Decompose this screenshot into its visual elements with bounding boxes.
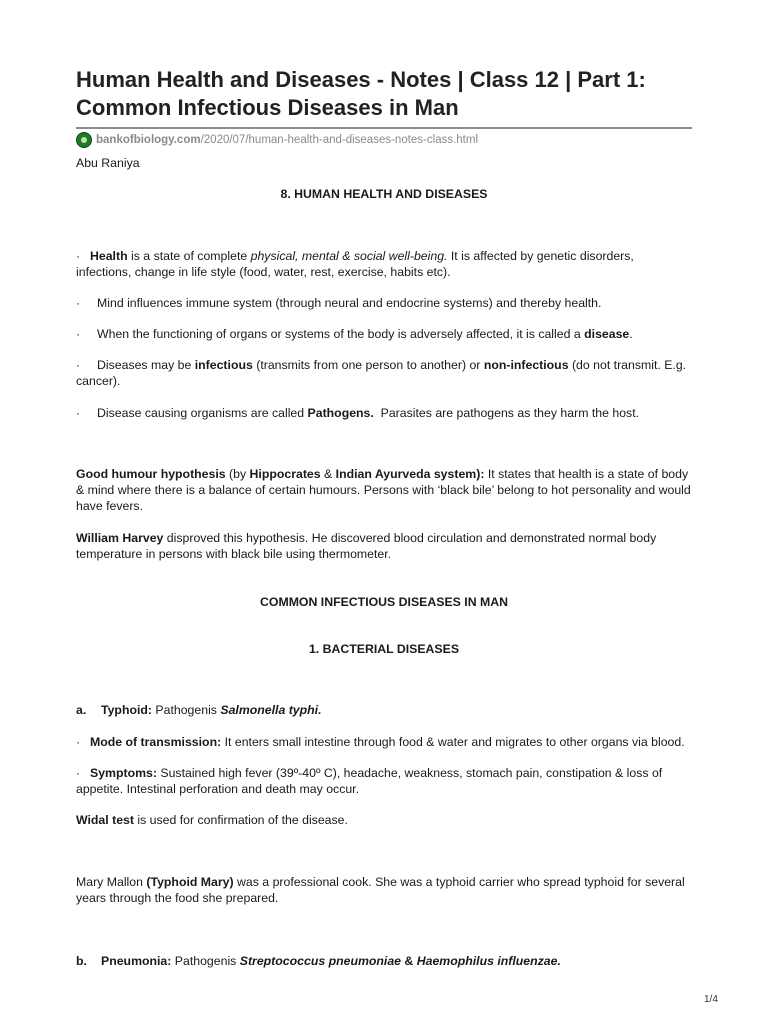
source-line (76, 132, 478, 148)
widal-term: Widal test (76, 813, 134, 827)
bullet: · (76, 735, 81, 749)
humour-term: Good humour hypothesis (76, 467, 226, 481)
pneumonia-heading (76, 953, 692, 969)
text: Mary Mallon (76, 875, 147, 889)
disease-term: disease (584, 327, 630, 341)
pneumonia-name: Pneumonia: (101, 954, 172, 968)
source-domain: bankofbiology.com (96, 133, 201, 146)
text: & (320, 467, 336, 481)
ayurveda-term: Indian Ayurveda system): (335, 467, 485, 481)
text: It enters small intestine through food & water and migrates to other organs via blood. (221, 735, 685, 749)
text: (do not transmit. E.g. cancer). (76, 358, 687, 389)
bullet: · (76, 406, 81, 420)
typhoid-organism: Salmonella typhi. (220, 703, 322, 717)
pneumonia-organism-2: Haemophilus influenzae. (416, 954, 561, 968)
text: Disease causing organisms are called (97, 406, 308, 420)
text: is used for confirmation of the disease. (133, 813, 348, 827)
health-paragraph (76, 248, 692, 280)
harvey-term: William Harvey (76, 531, 164, 545)
bullet: · (76, 766, 81, 780)
mary-paragraph (76, 874, 692, 906)
transmission-paragraph (76, 734, 692, 750)
symptoms-label: Symptoms: (90, 766, 157, 780)
text: Pathogenis (171, 954, 240, 968)
non-infectious-term: non-infectious (483, 358, 569, 372)
page-title: Human Health and Diseases - Notes | Class 12 | Part 1: Common Infectious Diseases in Man (76, 67, 646, 120)
text: Mind influences immune system (through neural and endocrine systems) and thereby health. (97, 296, 602, 310)
source-path: /2020/07/human-health-and-diseases-notes-class.html (200, 133, 479, 146)
hippocrates-term: Hippocrates (249, 467, 321, 481)
humour-hypothesis (76, 466, 692, 515)
chapter-heading: 8. HUMAN HEALTH AND DISEASES (280, 187, 488, 201)
infectious-term: infectious (194, 358, 253, 372)
widal-paragraph (76, 812, 692, 828)
bullet: · (76, 249, 81, 263)
bullet: · (76, 327, 81, 341)
text: It states that health is a state of body & mind where there is a balance of certain humours. Persons with ‘black bile’ belong to hot personality and would have fevers. (76, 467, 691, 514)
text: It is affected by genetic disorders, infections, change in life style (food, water, rest, exercise, habits etc). (76, 249, 634, 280)
harvey-paragraph (76, 530, 692, 562)
text: was a professional cook. She was a typhoid carrier who spread typhoid for several years through the food she prepared. (76, 875, 685, 906)
pneumonia-organism-1: Streptococcus pneumoniae (239, 954, 402, 968)
typhoid-name: Typhoid: (101, 703, 152, 717)
text: Diseases may be (97, 358, 195, 372)
pathogens-paragraph (76, 405, 692, 421)
text: & (401, 954, 417, 968)
page-number: 1/4 (704, 994, 718, 1005)
transmission-label: Mode of transmission: (90, 735, 222, 749)
health-emphasis: physical, mental & social well-being. (250, 249, 448, 263)
bullet: · (76, 358, 81, 372)
text: . (629, 327, 633, 341)
author: Abu Raniya (76, 156, 140, 170)
mind-paragraph (76, 295, 692, 311)
typhoid-heading (76, 702, 692, 718)
title-divider (76, 127, 692, 129)
text: (by (225, 467, 250, 481)
list-label: b. (76, 954, 87, 968)
pathogens-term: Pathogens. (307, 406, 374, 420)
text: When the functioning of organs or systems of the body is adversely affected, it is called a (97, 327, 585, 341)
bullet: · (76, 296, 81, 310)
bankofbiology-logo-icon (76, 132, 92, 148)
list-label: a. (76, 703, 87, 717)
text: Parasites are pathogens as they harm the host. (373, 406, 640, 420)
typhoid-mary-term: (Typhoid Mary) (146, 875, 234, 889)
disease-types (76, 357, 692, 389)
health-term: Health (90, 249, 128, 263)
section-heading: COMMON INFECTIOUS DISEASES IN MAN (260, 595, 508, 609)
text: disproved this hypothesis. He discovered blood circulation and demonstrated normal body temperature in persons with black bile using thermometer. (76, 531, 657, 562)
text: Sustained high fever (39º-40º C), headache, weakness, stomach pain, constipation & loss of appetite. Intestinal perforation and death may occur. (76, 766, 663, 797)
disease-definition (76, 326, 692, 342)
text: Pathogenis (152, 703, 221, 717)
symptoms-paragraph (76, 765, 692, 797)
text: is a state of complete (127, 249, 251, 263)
subsection-heading: 1. BACTERIAL DISEASES (308, 642, 460, 656)
text: (transmits from one person to another) or (252, 358, 484, 372)
